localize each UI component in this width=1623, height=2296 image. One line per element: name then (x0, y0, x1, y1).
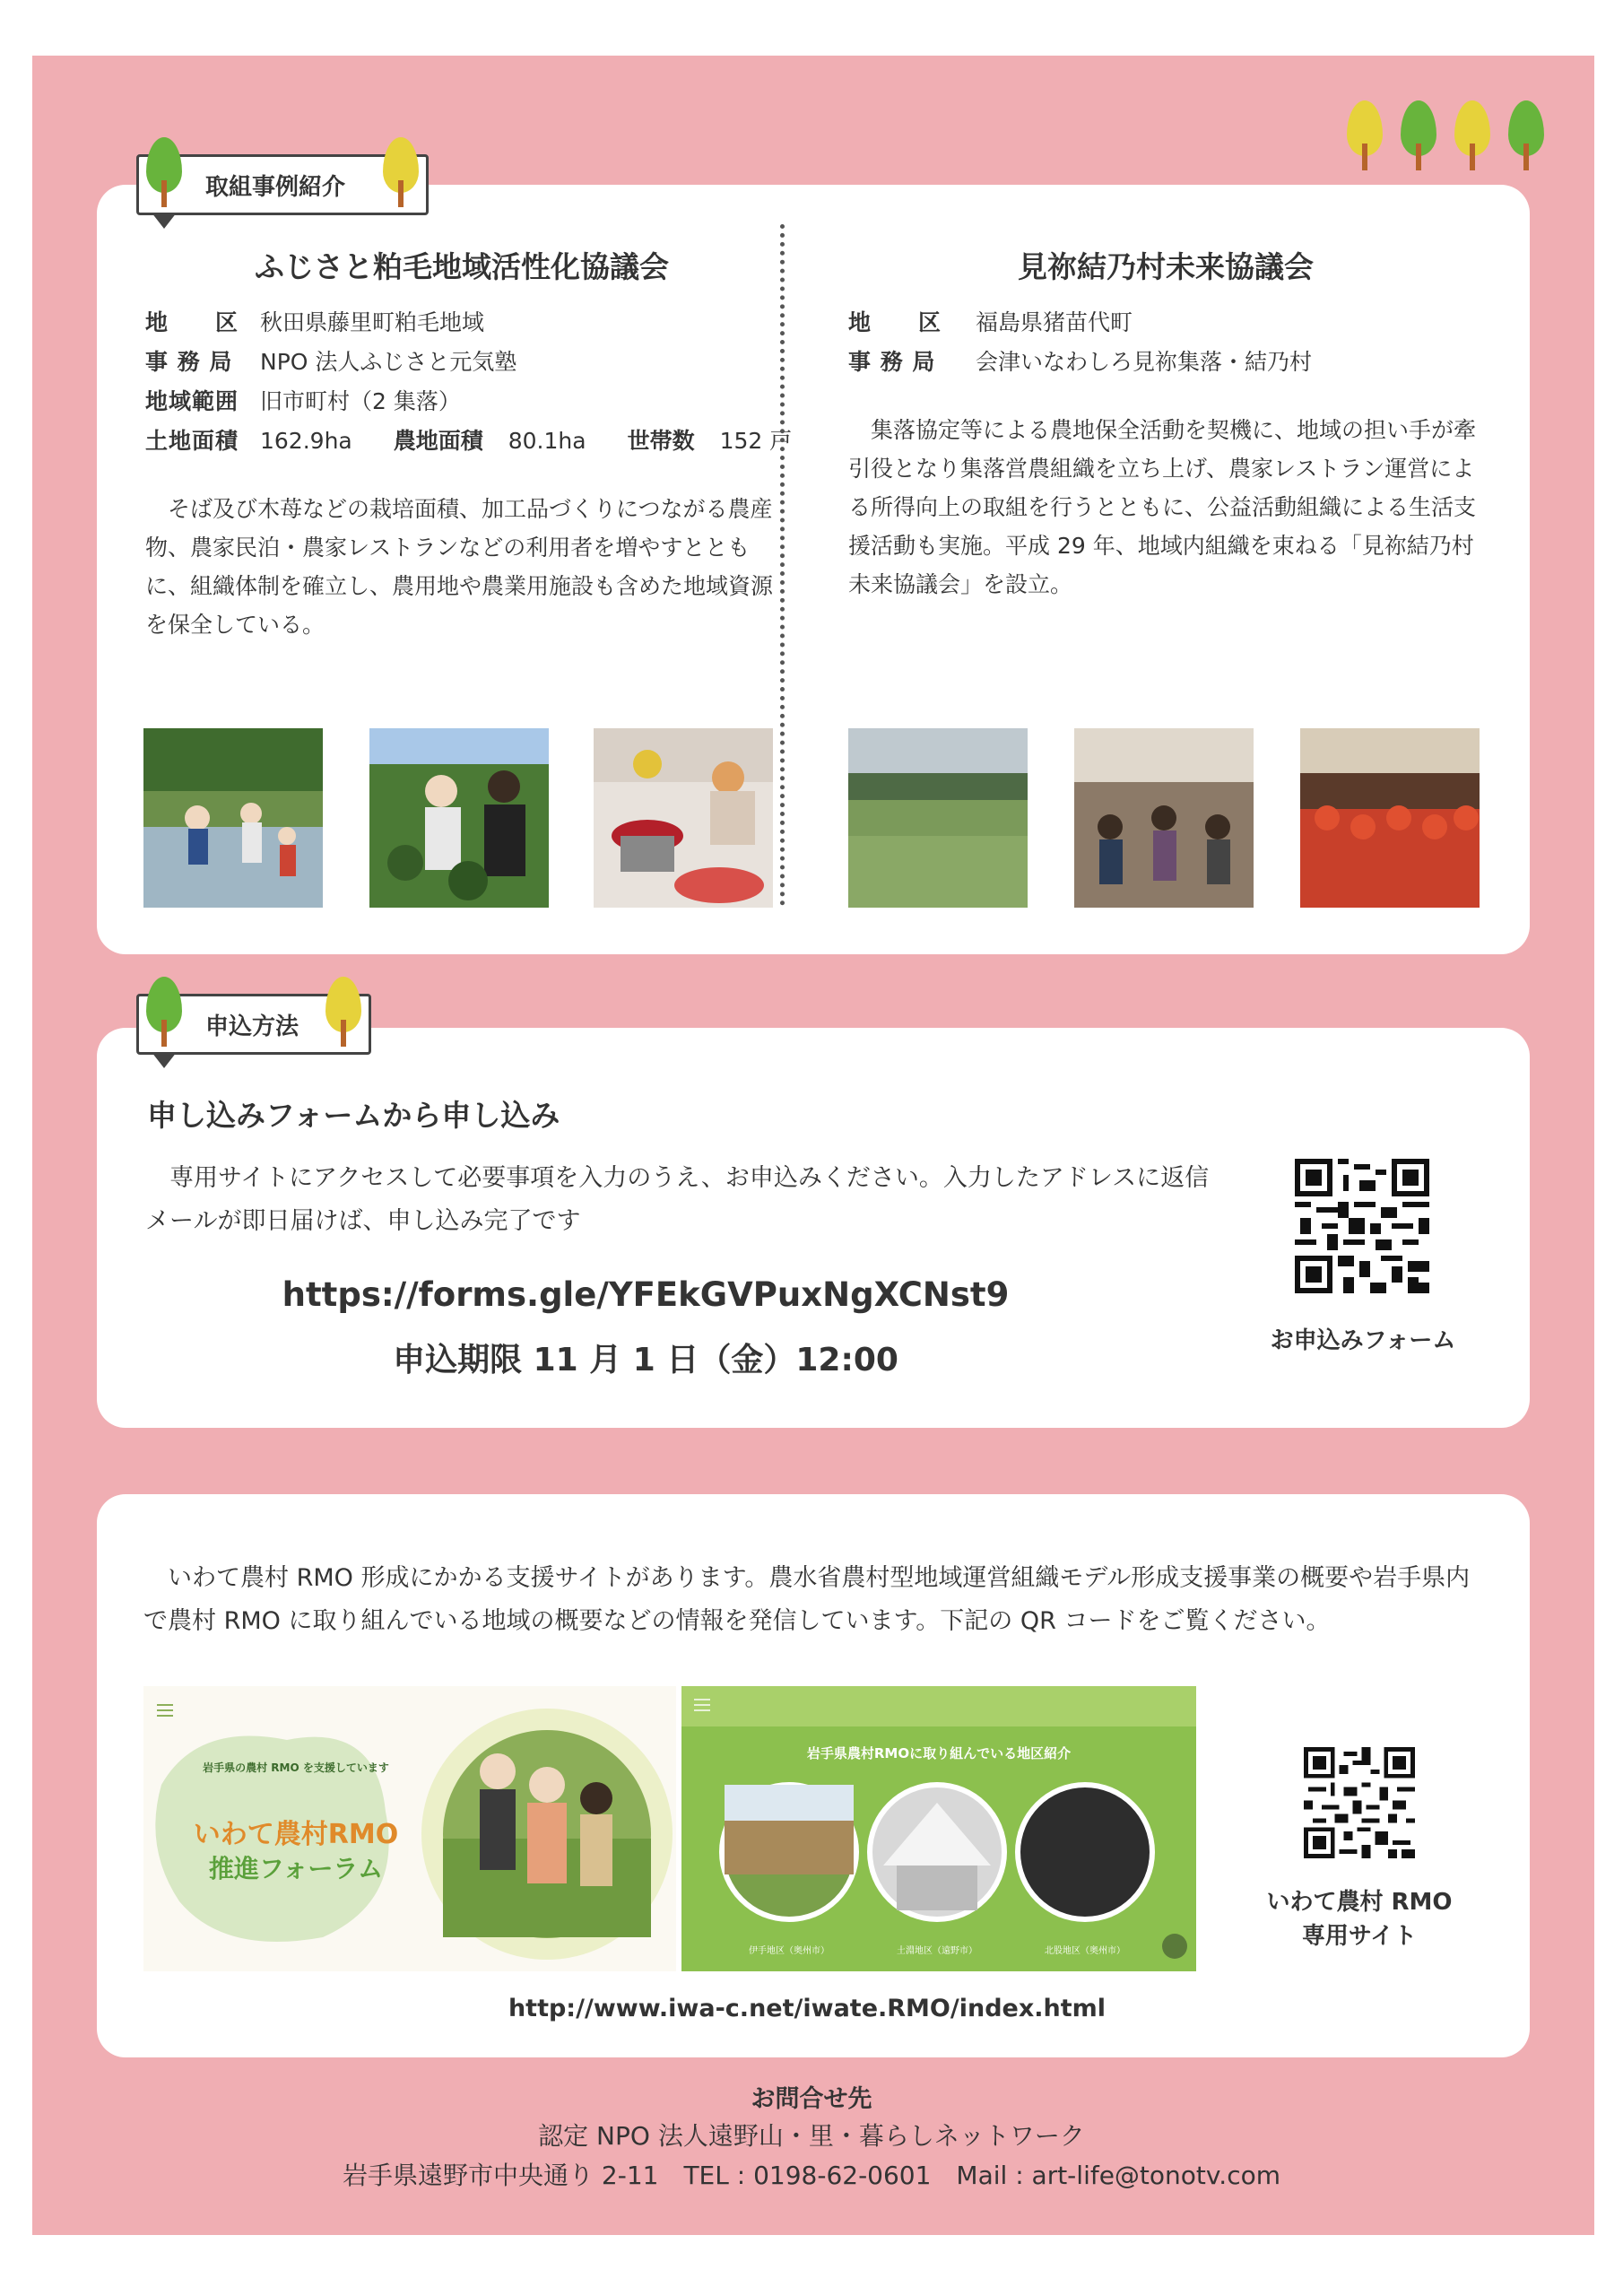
apply-heading: 申し込みフォームから申し込み (147, 1098, 560, 1133)
info-label: 土地面積 (145, 428, 239, 454)
qr-label-apply: お申込みフォーム (1270, 1327, 1456, 1354)
info-value: 会津いなわしろ見祢集落・結乃村 (976, 349, 1313, 375)
photo-gathering (1300, 728, 1480, 908)
rmo-url-link[interactable]: http://www.iwa-c.net/iwate.RMO/index.html (508, 1995, 1107, 2022)
apply-deadline: 申込期限 11 月 1 日（金）12:00 (393, 1342, 898, 1378)
info-value: 旧市町村（2 集落） (260, 388, 461, 414)
forum-banner-title1: いわて農村RMO (193, 1819, 399, 1850)
photo-restaurant (1074, 728, 1254, 908)
tree-icon (146, 977, 182, 1047)
region-banner-circle-2: 土淵地区（遠野市） (897, 1946, 977, 1956)
photo-river-kids (143, 728, 323, 908)
info-label: 農地面積 (393, 428, 483, 454)
section-tag-label: 申込方法 (205, 1013, 299, 1040)
case-description-left: そば及び木苺などの栽培面積、加工品づくりにつながる農産物、農家民泊・農家レストランなどの利用者を増やすとともに、組織体制を確立し、農用地や農業用施設も含めた地域資源を保全している。 (145, 496, 774, 638)
contact-org: 認定 NPO 法人遠野山・里・暮らしネットワーク (538, 2121, 1085, 2151)
info-value: NPO 法人ふじさと元気塾 (260, 349, 517, 375)
decorative-trees (1347, 100, 1544, 170)
region-banner-image (681, 1686, 1196, 1971)
info-value: 152 戸 (719, 428, 793, 454)
photo-berry-picking (369, 728, 549, 908)
photo-jam-making (594, 728, 773, 908)
section-tag-label: 取組事例紹介 (205, 173, 346, 201)
qr-code-apply[interactable] (1295, 1159, 1429, 1293)
forum-banner-small: 岩手県の農村 RMO を支援しています (203, 1761, 389, 1774)
contact-address: 岩手県遠野市中央通り 2-11 TEL : 0198-62-0601 Mail : art-life@tonotv.com (343, 2161, 1280, 2190)
info-label: 地域範囲 (145, 388, 239, 414)
region-banner-title: 岩手県農村RMOに取り組んでいる地区紹介 (806, 1745, 1072, 1761)
qr-label-rmo-1: いわて農村 RMO (1266, 1889, 1453, 1916)
tree-icon (1347, 100, 1383, 170)
tree-icon (383, 137, 419, 207)
info-value: 162.9ha (260, 428, 352, 454)
contact-heading: お問合せ先 (751, 2085, 872, 2113)
tree-icon (325, 977, 361, 1047)
qr-label-rmo-2: 専用サイト (1301, 1923, 1418, 1950)
region-banner-circle-3: 北股地区（奥州市） (1045, 1946, 1125, 1956)
tree-icon (1401, 100, 1436, 170)
case-title-left: ふじさと粕毛地域活性化協議会 (255, 249, 669, 284)
case-title-right: 見祢結乃村未来協議会 (1018, 249, 1314, 284)
info-value: 秋田県藤里町粕毛地域 (260, 309, 485, 335)
info-label: 事 務 局 (848, 349, 936, 375)
apply-description: 専用サイトにアクセスして必要事項を入力のうえ、お申込みください。入力したアドレスに返信メールが即日届けば、申し込み完了です (145, 1164, 1210, 1235)
info-value: 福島県猪苗代町 (976, 309, 1133, 335)
column-divider (780, 224, 785, 906)
region-banner-circle-1: 伊手地区（奥州市） (749, 1946, 829, 1956)
info-label: 事 務 局 (145, 349, 233, 375)
qr-code-rmo-site[interactable] (1304, 1747, 1415, 1858)
info-value: 80.1ha (508, 428, 586, 454)
tree-icon (1508, 100, 1544, 170)
tree-icon (146, 137, 182, 207)
forum-banner-title2: 推進フォーラム (208, 1854, 384, 1883)
tree-icon (1454, 100, 1490, 170)
section-tag-cases (136, 154, 429, 215)
info-label: 地 区 (145, 309, 239, 335)
info-label: 世帯数 (627, 428, 695, 454)
rmo-description: いわて農村 RMO 形成にかかる支援サイトがあります。農水省農村型地域運営組織モデル形成支援事業の概要や岩手県内で農村 RMO に取り組んでいる地域の概要などの情報を発信しています。下記の QR コードをご覧ください。 (143, 1564, 1471, 1635)
case-description-right: 集落協定等による農地保全活動を契機に、地域の担い手が牽引役となり集落営農組織を立ち上げ、農家レストラン運営による所得向上の取組を行うとともに、公益活動組織による生活支援活動も実施。平成 29 年、地域内組織を束ねる「見祢結乃村未来協議会」を設立。 (848, 417, 1477, 597)
info-label: 地 区 (848, 309, 942, 335)
case-info-left (145, 303, 792, 461)
apply-url-link[interactable]: https://forms.gle/YFEkGVPuxNgXCNst9 (282, 1275, 1010, 1314)
case-info-right (848, 303, 1312, 382)
section-tag-apply (136, 994, 371, 1055)
photo-rice-field (848, 728, 1028, 908)
forum-banner-image (143, 1686, 676, 1971)
